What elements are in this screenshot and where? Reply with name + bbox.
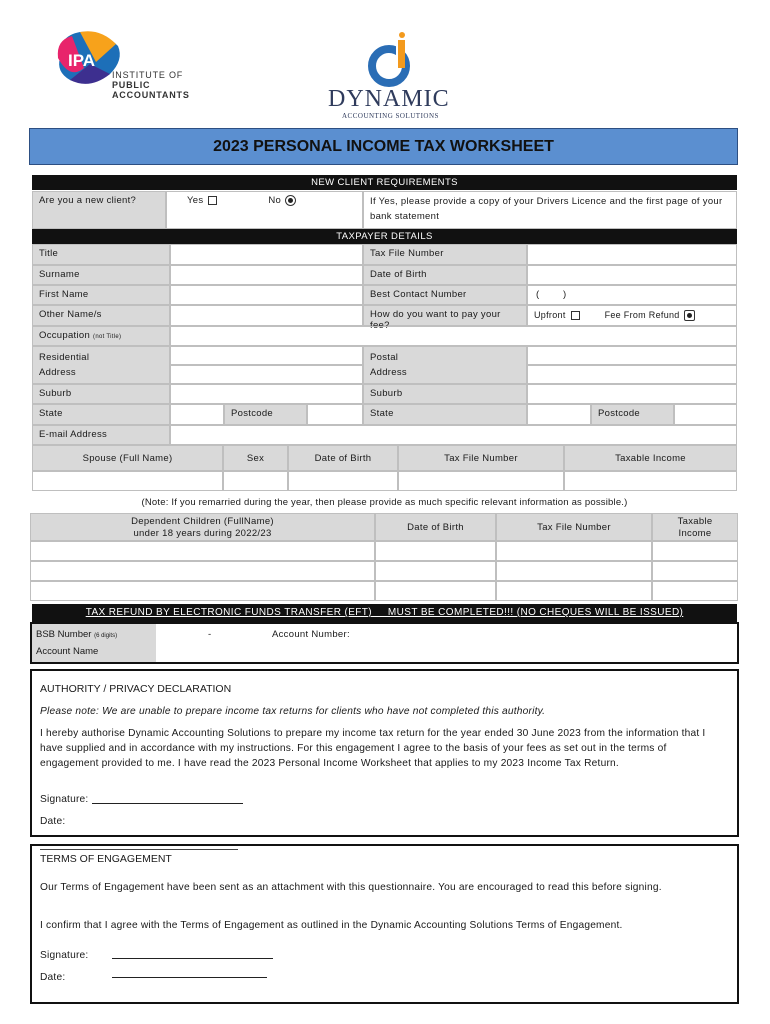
surname-label: Surname	[32, 265, 170, 285]
ipa-line-3: ACCOUNTANTS	[112, 90, 190, 100]
child-income-field[interactable]	[652, 581, 738, 601]
yes-checkbox[interactable]	[208, 196, 217, 205]
authority-signature-label: Signature:	[40, 794, 89, 805]
child-income-field[interactable]	[652, 561, 738, 581]
residential-field-2[interactable]	[170, 365, 363, 384]
dob-field[interactable]	[527, 265, 737, 285]
children-dob-header: Date of Birth	[375, 513, 496, 541]
residential-text: Residential	[39, 352, 90, 363]
postal-state-field[interactable]	[527, 404, 591, 425]
child-tfn-field[interactable]	[496, 541, 652, 561]
authority-body: I hereby authorise Dynamic Accounting Solutions to prepare my income tax return for the year ended 30 June 2023 from the information that I have supplied and in accordance with my instructions. For this engagement I agree to the basis of your fees as set out in the terms of engagement provided to me. I have read the 2023 Personal Income Worksheet that applies to my 2023 Income Tax Return.	[40, 728, 706, 769]
terms-body-2: I confirm that I agree with the Terms of Engagement as outlined in the Dynamic Accounting Solutions Terms of Engagement.	[40, 920, 623, 931]
children-name-line-1: Dependent Children (FullName)	[131, 516, 274, 527]
account-name-field[interactable]	[156, 644, 737, 662]
occupation-note: (not Title)	[93, 334, 122, 340]
no-label: No	[268, 195, 282, 207]
residential-label	[32, 346, 170, 384]
occupation-label	[32, 326, 170, 346]
spouse-tfn-header: Tax File Number	[398, 445, 564, 471]
upfront-label: Upfront	[534, 310, 566, 321]
children-income-line-1: Taxable	[677, 516, 713, 527]
fee-question: How do you want to pay your fee?	[363, 305, 527, 326]
upfront-checkbox[interactable]	[571, 311, 580, 320]
dob-label: Date of Birth	[363, 265, 527, 285]
fee-options	[527, 305, 737, 326]
state-label: State	[32, 404, 170, 425]
postcode-label: Postcode	[224, 404, 307, 425]
first-name-field[interactable]	[170, 285, 363, 305]
occupation-text: Occupation	[39, 330, 91, 341]
children-income-line-2: Income	[678, 528, 712, 539]
terms-signature-label: Signature:	[40, 950, 89, 961]
page-title: 2023 PERSONAL INCOME TAX WORKSHEET	[29, 128, 738, 165]
terms-body-1: Our Terms of Engagement have been sent as an attachment with this questionnaire. You are encouraged to read this before signing.	[40, 882, 662, 893]
spouse-dob-field[interactable]	[288, 471, 398, 491]
spouse-sex-header: Sex	[223, 445, 288, 471]
authority-date-label: Date:	[40, 816, 66, 827]
children-name-header	[30, 513, 375, 541]
postal-address-text: Address	[370, 367, 407, 378]
account-number-label: Account Number:	[272, 629, 350, 640]
spouse-name-header: Spouse (Full Name)	[32, 445, 223, 471]
terms-top-line	[40, 849, 238, 850]
spouse-income-field[interactable]	[564, 471, 737, 491]
children-income-header	[652, 513, 738, 541]
terms-signature-line[interactable]	[112, 958, 273, 959]
dynamic-logo-mark	[365, 28, 425, 88]
yes-label: Yes	[187, 195, 204, 207]
postal-suburb-label: Suburb	[363, 384, 527, 404]
spouse-income-header: Taxable Income	[564, 445, 737, 471]
child-name-field[interactable]	[30, 581, 375, 601]
taxpayer-header: TAXPAYER DETAILS	[32, 229, 737, 244]
children-tfn-header: Tax File Number	[496, 513, 652, 541]
surname-field[interactable]	[170, 265, 363, 285]
other-names-label: Other Name/s	[32, 305, 170, 326]
postal-label	[363, 346, 527, 384]
spouse-note: (Note: If you remarried during the year, then please provide as much specific relevant information as possible.)	[141, 497, 628, 508]
first-name-label: First Name	[32, 285, 170, 305]
postal-suburb-field[interactable]	[527, 384, 737, 404]
children-name-line-2: under 18 years during 2022/23	[133, 528, 272, 539]
new-client-header: NEW CLIENT REQUIREMENTS	[32, 175, 737, 190]
contact-field[interactable]: ( )	[527, 285, 737, 305]
title-field[interactable]	[170, 244, 363, 265]
bsb-note: (6 digits)	[94, 633, 118, 639]
ipa-line-2: PUBLIC	[112, 80, 151, 90]
no-radio[interactable]	[285, 195, 296, 206]
child-tfn-field[interactable]	[496, 581, 652, 601]
postal-text: Postal	[370, 352, 399, 363]
spouse-sex-field[interactable]	[223, 471, 288, 491]
dynamic-sub: ACCOUNTING SOLUTIONS	[342, 112, 439, 120]
terms-heading: TERMS OF ENGAGEMENT	[40, 853, 172, 865]
child-dob-field[interactable]	[375, 541, 496, 561]
postal-postcode-label: Postcode	[591, 404, 674, 425]
suburb-field[interactable]	[170, 384, 363, 404]
tfn-label: Tax File Number	[363, 244, 527, 265]
child-income-field[interactable]	[652, 541, 738, 561]
email-label: E-mail Address	[32, 425, 170, 445]
ipa-mark-text: IPA	[68, 51, 96, 70]
account-name-label: Account Name	[32, 644, 156, 662]
state-field[interactable]	[170, 404, 224, 425]
terms-date-line[interactable]	[112, 977, 267, 978]
bsb-text: BSB Number	[36, 629, 92, 640]
eft-header: TAX REFUND BY ELECTRONIC FUNDS TRANSFER (EFT) MUST BE COMPLETED!!! (NO CHEQUES WILL BE ISSUED)	[32, 604, 737, 622]
dynamic-name: DYNAMIC	[328, 86, 450, 112]
residential-field-1[interactable]	[170, 346, 363, 365]
child-name-field[interactable]	[30, 561, 375, 581]
other-names-field[interactable]	[170, 305, 363, 326]
spouse-tfn-field[interactable]	[398, 471, 564, 491]
bsb-dash: -	[208, 629, 212, 640]
ipa-logo	[50, 28, 210, 108]
postal-postcode-field[interactable]	[674, 404, 737, 425]
new-client-question: Are you a new client?	[32, 191, 166, 229]
postal-field-1[interactable]	[527, 346, 737, 365]
suburb-label: Suburb	[32, 384, 170, 404]
postal-state-label: State	[363, 404, 527, 425]
child-dob-field[interactable]	[375, 561, 496, 581]
bsb-label	[32, 624, 156, 644]
title-label: Title	[32, 244, 170, 265]
dynamic-logo	[320, 28, 460, 123]
occupation-field[interactable]	[170, 326, 737, 346]
fee-refund-label: Fee From Refund	[604, 310, 680, 321]
postcode-field[interactable]	[307, 404, 363, 425]
email-field[interactable]	[170, 425, 737, 445]
postal-field-2[interactable]	[527, 365, 737, 384]
authority-note: Please note: We are unable to prepare income tax returns for clients who have not completed this authority.	[40, 706, 546, 717]
ipa-line-1: INSTITUTE OF	[112, 70, 184, 80]
authority-heading: AUTHORITY / PRIVACY DECLARATION	[40, 683, 232, 695]
residential-address-text: Address	[39, 367, 76, 378]
contact-label: Best Contact Number	[363, 285, 527, 305]
fee-refund-radio[interactable]	[684, 310, 695, 321]
child-dob-field[interactable]	[375, 581, 496, 601]
child-tfn-field[interactable]	[496, 561, 652, 581]
spouse-name-field[interactable]	[32, 471, 223, 491]
authority-signature-line[interactable]	[92, 803, 243, 804]
tfn-field[interactable]	[527, 244, 737, 265]
terms-date-label: Date:	[40, 972, 66, 983]
new-client-note: If Yes, please provide a copy of your Drivers Licence and the first page of your bank statement	[363, 191, 737, 229]
spouse-dob-header: Date of Birth	[288, 445, 398, 471]
new-client-options	[166, 191, 363, 229]
child-name-field[interactable]	[30, 541, 375, 561]
